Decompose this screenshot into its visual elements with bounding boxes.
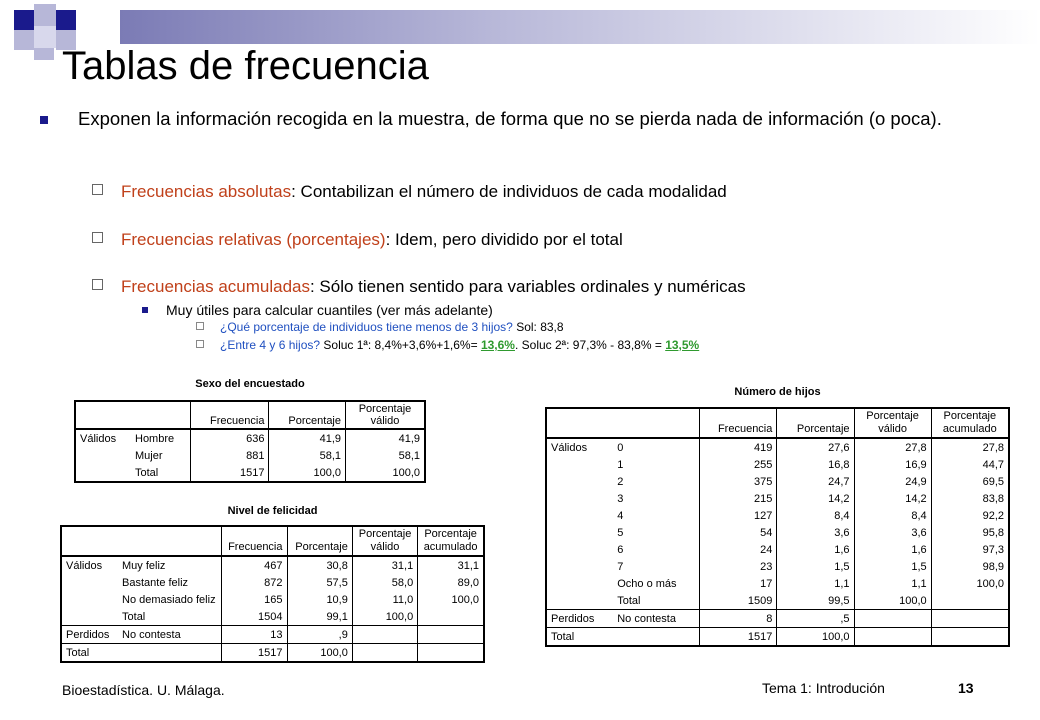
term-absolutas: Frecuencias absolutas: [121, 182, 292, 201]
value-cell: 1509: [700, 592, 777, 610]
group-label: [546, 456, 613, 473]
header-square-3: [56, 10, 76, 30]
value-cell: 27,6: [777, 438, 854, 456]
value-cell: [854, 610, 931, 628]
table-row: [61, 591, 484, 608]
value-cell: 58,1: [269, 447, 346, 464]
group-label: [546, 541, 613, 558]
table-felicidad: [60, 525, 485, 663]
value-cell: 24,9: [854, 473, 931, 490]
value-cell: [931, 610, 1009, 628]
table-row: [61, 608, 484, 626]
group-label: Válidos: [61, 556, 118, 574]
value-cell: 3,6: [854, 524, 931, 541]
group-label: [75, 464, 131, 482]
value-cell: 24,7: [777, 473, 854, 490]
bullet-square-icon: [40, 116, 48, 124]
row-label: No contesta: [118, 626, 221, 644]
header-blank: [546, 408, 613, 438]
question-2: [196, 338, 699, 352]
footer-page-number: 13: [958, 680, 974, 696]
value-cell: 1,5: [854, 558, 931, 575]
value-cell: 1,5: [777, 558, 854, 575]
group-label: [546, 558, 613, 575]
group-label: [61, 574, 118, 591]
value-cell: 1504: [221, 608, 287, 626]
value-cell: 100,0: [352, 608, 417, 626]
table-row: [75, 464, 425, 482]
answer-2-value2: 13,5%: [665, 338, 700, 352]
value-cell: 872: [221, 574, 287, 591]
value-cell: 8,4: [854, 507, 931, 524]
value-cell: 24: [700, 541, 777, 558]
table-row: [546, 541, 1009, 558]
value-cell: [352, 644, 417, 663]
group-label: Válidos: [75, 429, 131, 447]
header-porcentaje: Porcentaje: [269, 401, 346, 429]
table-row: [546, 558, 1009, 575]
value-cell: 92,2: [931, 507, 1009, 524]
value-cell: [418, 644, 484, 663]
answer-2-value1: 13,6%: [480, 338, 515, 352]
value-cell: 1517: [190, 464, 269, 482]
group-label: Total: [61, 644, 118, 663]
group-label: [75, 447, 131, 464]
value-cell: [931, 592, 1009, 610]
row-label: No demasiado feliz: [118, 591, 221, 608]
value-cell: 31,1: [418, 556, 484, 574]
cuantiles-text: Muy útiles para calcular cuantiles (ver más adelante): [166, 302, 493, 318]
table-row: [61, 644, 484, 663]
value-cell: 1517: [221, 644, 287, 663]
value-cell: 165: [221, 591, 287, 608]
footer-center: Tema 1: Introdución: [762, 680, 885, 696]
row-label: 4: [613, 507, 699, 524]
value-cell: 41,9: [346, 429, 426, 447]
value-cell: 99,1: [287, 608, 352, 626]
sub-bullet-absolutas: [92, 182, 727, 202]
table-row: [546, 507, 1009, 524]
question-1: [196, 320, 564, 334]
value-cell: 13: [221, 626, 287, 644]
table-header-row: [75, 401, 425, 429]
value-cell: 100,0: [854, 592, 931, 610]
hollow-box-icon: [196, 340, 204, 348]
header-blank: [118, 526, 221, 556]
row-label: Muy feliz: [118, 556, 221, 574]
table-row: [61, 556, 484, 574]
value-cell: 419: [700, 438, 777, 456]
table-row: [546, 473, 1009, 490]
value-cell: 23: [700, 558, 777, 575]
value-cell: 27,8: [931, 438, 1009, 456]
desc-absolutas: : Contabilizan el número de individuos de cada modalidad: [291, 182, 727, 201]
header-1: Porcentaje: [287, 526, 352, 556]
row-label: 7: [613, 558, 699, 575]
table-row: [546, 524, 1009, 541]
value-cell: 100,0: [287, 644, 352, 663]
main-bullet: [46, 108, 986, 130]
table-row: [546, 456, 1009, 473]
row-label: Bastante feliz: [118, 574, 221, 591]
desc-relativas: : Idem, pero dividido por el total: [385, 230, 623, 249]
table-felicidad-title: Nivel de felicidad: [227, 505, 318, 517]
row-label: 0: [613, 438, 699, 456]
row-label: Total: [131, 464, 190, 482]
value-cell: [418, 626, 484, 644]
row-label: 1: [613, 456, 699, 473]
header-square-4: [14, 30, 34, 50]
value-cell: ,9: [287, 626, 352, 644]
value-cell: 83,8: [931, 490, 1009, 507]
value-cell: 215: [700, 490, 777, 507]
value-cell: 375: [700, 473, 777, 490]
answer-2-part1: Soluc 1ª: 8,4%+3,6%+1,6%=: [320, 338, 481, 352]
group-label: [546, 507, 613, 524]
value-cell: 100,0: [269, 464, 346, 482]
value-cell: 14,2: [854, 490, 931, 507]
value-cell: 11,0: [352, 591, 417, 608]
value-cell: 16,8: [777, 456, 854, 473]
group-label: Perdidos: [61, 626, 118, 644]
value-cell: 99,5: [777, 592, 854, 610]
term-relativas: Frecuencias relativas (porcentajes): [121, 230, 386, 249]
value-cell: 100,0: [418, 591, 484, 608]
hollow-box-icon: [92, 279, 103, 290]
group-label: [61, 608, 118, 626]
answer-1-text: Sol: 83,8: [512, 320, 564, 334]
value-cell: [418, 608, 484, 626]
group-label: [546, 524, 613, 541]
value-cell: 255: [700, 456, 777, 473]
table-sexo-title: Sexo del encuestado: [195, 378, 305, 390]
header-square-2: [34, 4, 56, 26]
answer-2-part2: . Soluc 2ª: 97,3% - 83,8% =: [514, 338, 666, 352]
value-cell: 27,8: [854, 438, 931, 456]
value-cell: 31,1: [352, 556, 417, 574]
main-bullet-text: Exponen la información recogida en la muestra, de forma que no se pierda nada de información (o poca).: [78, 108, 942, 129]
header-2: Porcentaje válido: [352, 526, 417, 556]
value-cell: 89,0: [418, 574, 484, 591]
question-1-text: ¿Qué porcentaje de individuos tiene menos de 3 hijos?: [220, 320, 513, 334]
value-cell: 41,9: [269, 429, 346, 447]
row-label: [613, 628, 699, 647]
table-row: [546, 438, 1009, 456]
value-cell: 97,3: [931, 541, 1009, 558]
value-cell: 57,5: [287, 574, 352, 591]
value-cell: 16,9: [854, 456, 931, 473]
group-label: [546, 575, 613, 592]
table-row: [546, 592, 1009, 610]
bullet-square-icon: [142, 307, 148, 313]
value-cell: 1,6: [777, 541, 854, 558]
row-label: 5: [613, 524, 699, 541]
value-cell: 127: [700, 507, 777, 524]
row-label: Total: [613, 592, 699, 610]
table-hijos-title: Número de hijos: [734, 386, 821, 398]
value-cell: 8: [700, 610, 777, 628]
table-row: [75, 447, 425, 464]
row-label: 6: [613, 541, 699, 558]
header-2: Porcentaje válido: [854, 408, 931, 438]
sub-bullet-acumuladas: [92, 277, 746, 297]
group-label: [546, 473, 613, 490]
table-hijos: [545, 407, 1010, 647]
value-cell: 100,0: [931, 575, 1009, 592]
value-cell: 467: [221, 556, 287, 574]
table-header-row: [546, 408, 1009, 438]
row-label: Total: [118, 608, 221, 626]
desc-acumuladas: : Sólo tienen sentido para variables ordinales y numéricas: [309, 277, 746, 296]
row-label: Mujer: [131, 447, 190, 464]
value-cell: 30,8: [287, 556, 352, 574]
header-square-1: [14, 10, 34, 30]
row-label: [118, 644, 221, 663]
group-label: Total: [546, 628, 613, 647]
header-blank: [613, 408, 699, 438]
value-cell: 69,5: [931, 473, 1009, 490]
value-cell: 58,1: [346, 447, 426, 464]
hollow-box-icon: [196, 322, 204, 330]
value-cell: 3,6: [777, 524, 854, 541]
table-sexo: [74, 400, 426, 483]
value-cell: 58,0: [352, 574, 417, 591]
group-label: Perdidos: [546, 610, 613, 628]
value-cell: 1,1: [777, 575, 854, 592]
header-porcentaje-valido: Porcentaje válido: [346, 401, 426, 429]
value-cell: 14,2: [777, 490, 854, 507]
group-label: Válidos: [546, 438, 613, 456]
sub-sub-bullet-cuantiles: [142, 302, 493, 318]
value-cell: 1517: [700, 628, 777, 647]
table-row: [546, 610, 1009, 628]
table-row: [546, 490, 1009, 507]
hollow-box-icon: [92, 232, 103, 243]
table-row: [61, 626, 484, 644]
table-row: [546, 628, 1009, 647]
value-cell: ,5: [777, 610, 854, 628]
group-label: [546, 592, 613, 610]
value-cell: 95,8: [931, 524, 1009, 541]
group-label: [61, 591, 118, 608]
value-cell: 1,6: [854, 541, 931, 558]
value-cell: 17: [700, 575, 777, 592]
row-label: 2: [613, 473, 699, 490]
header-blank: [61, 526, 118, 556]
header-3: Porcentaje acumulado: [418, 526, 484, 556]
hollow-box-icon: [92, 184, 103, 195]
value-cell: [352, 626, 417, 644]
value-cell: 100,0: [346, 464, 426, 482]
footer-left: Bioestadística. U. Málaga.: [62, 682, 225, 698]
value-cell: [931, 628, 1009, 647]
value-cell: 8,4: [777, 507, 854, 524]
row-label: No contesta: [613, 610, 699, 628]
slide-title: Tablas de frecuencia: [62, 44, 429, 88]
header-0: Frecuencia: [221, 526, 287, 556]
group-label: [546, 490, 613, 507]
value-cell: 98,9: [931, 558, 1009, 575]
row-label: 3: [613, 490, 699, 507]
table-row: [75, 429, 425, 447]
row-label: Ocho o más: [613, 575, 699, 592]
value-cell: 54: [700, 524, 777, 541]
value-cell: 100,0: [777, 628, 854, 647]
header-1: Porcentaje: [777, 408, 854, 438]
value-cell: 636: [190, 429, 269, 447]
value-cell: 10,9: [287, 591, 352, 608]
header-frecuencia: Frecuencia: [190, 401, 269, 429]
value-cell: 44,7: [931, 456, 1009, 473]
term-acumuladas: Frecuencias acumuladas: [121, 277, 310, 296]
value-cell: [854, 628, 931, 647]
value-cell: 1,1: [854, 575, 931, 592]
table-row: [546, 575, 1009, 592]
table-header-row: [61, 526, 484, 556]
table-row: [61, 574, 484, 591]
header-square-5: [34, 26, 56, 48]
header-square-7: [34, 48, 54, 60]
row-label: Hombre: [131, 429, 190, 447]
value-cell: 881: [190, 447, 269, 464]
header-3: Porcentaje acumulado: [931, 408, 1009, 438]
header-0: Frecuencia: [700, 408, 777, 438]
question-2-text: ¿Entre 4 y 6 hijos?: [220, 338, 321, 352]
header-gradient-bar: [120, 10, 1040, 44]
sub-bullet-relativas: [92, 230, 623, 250]
